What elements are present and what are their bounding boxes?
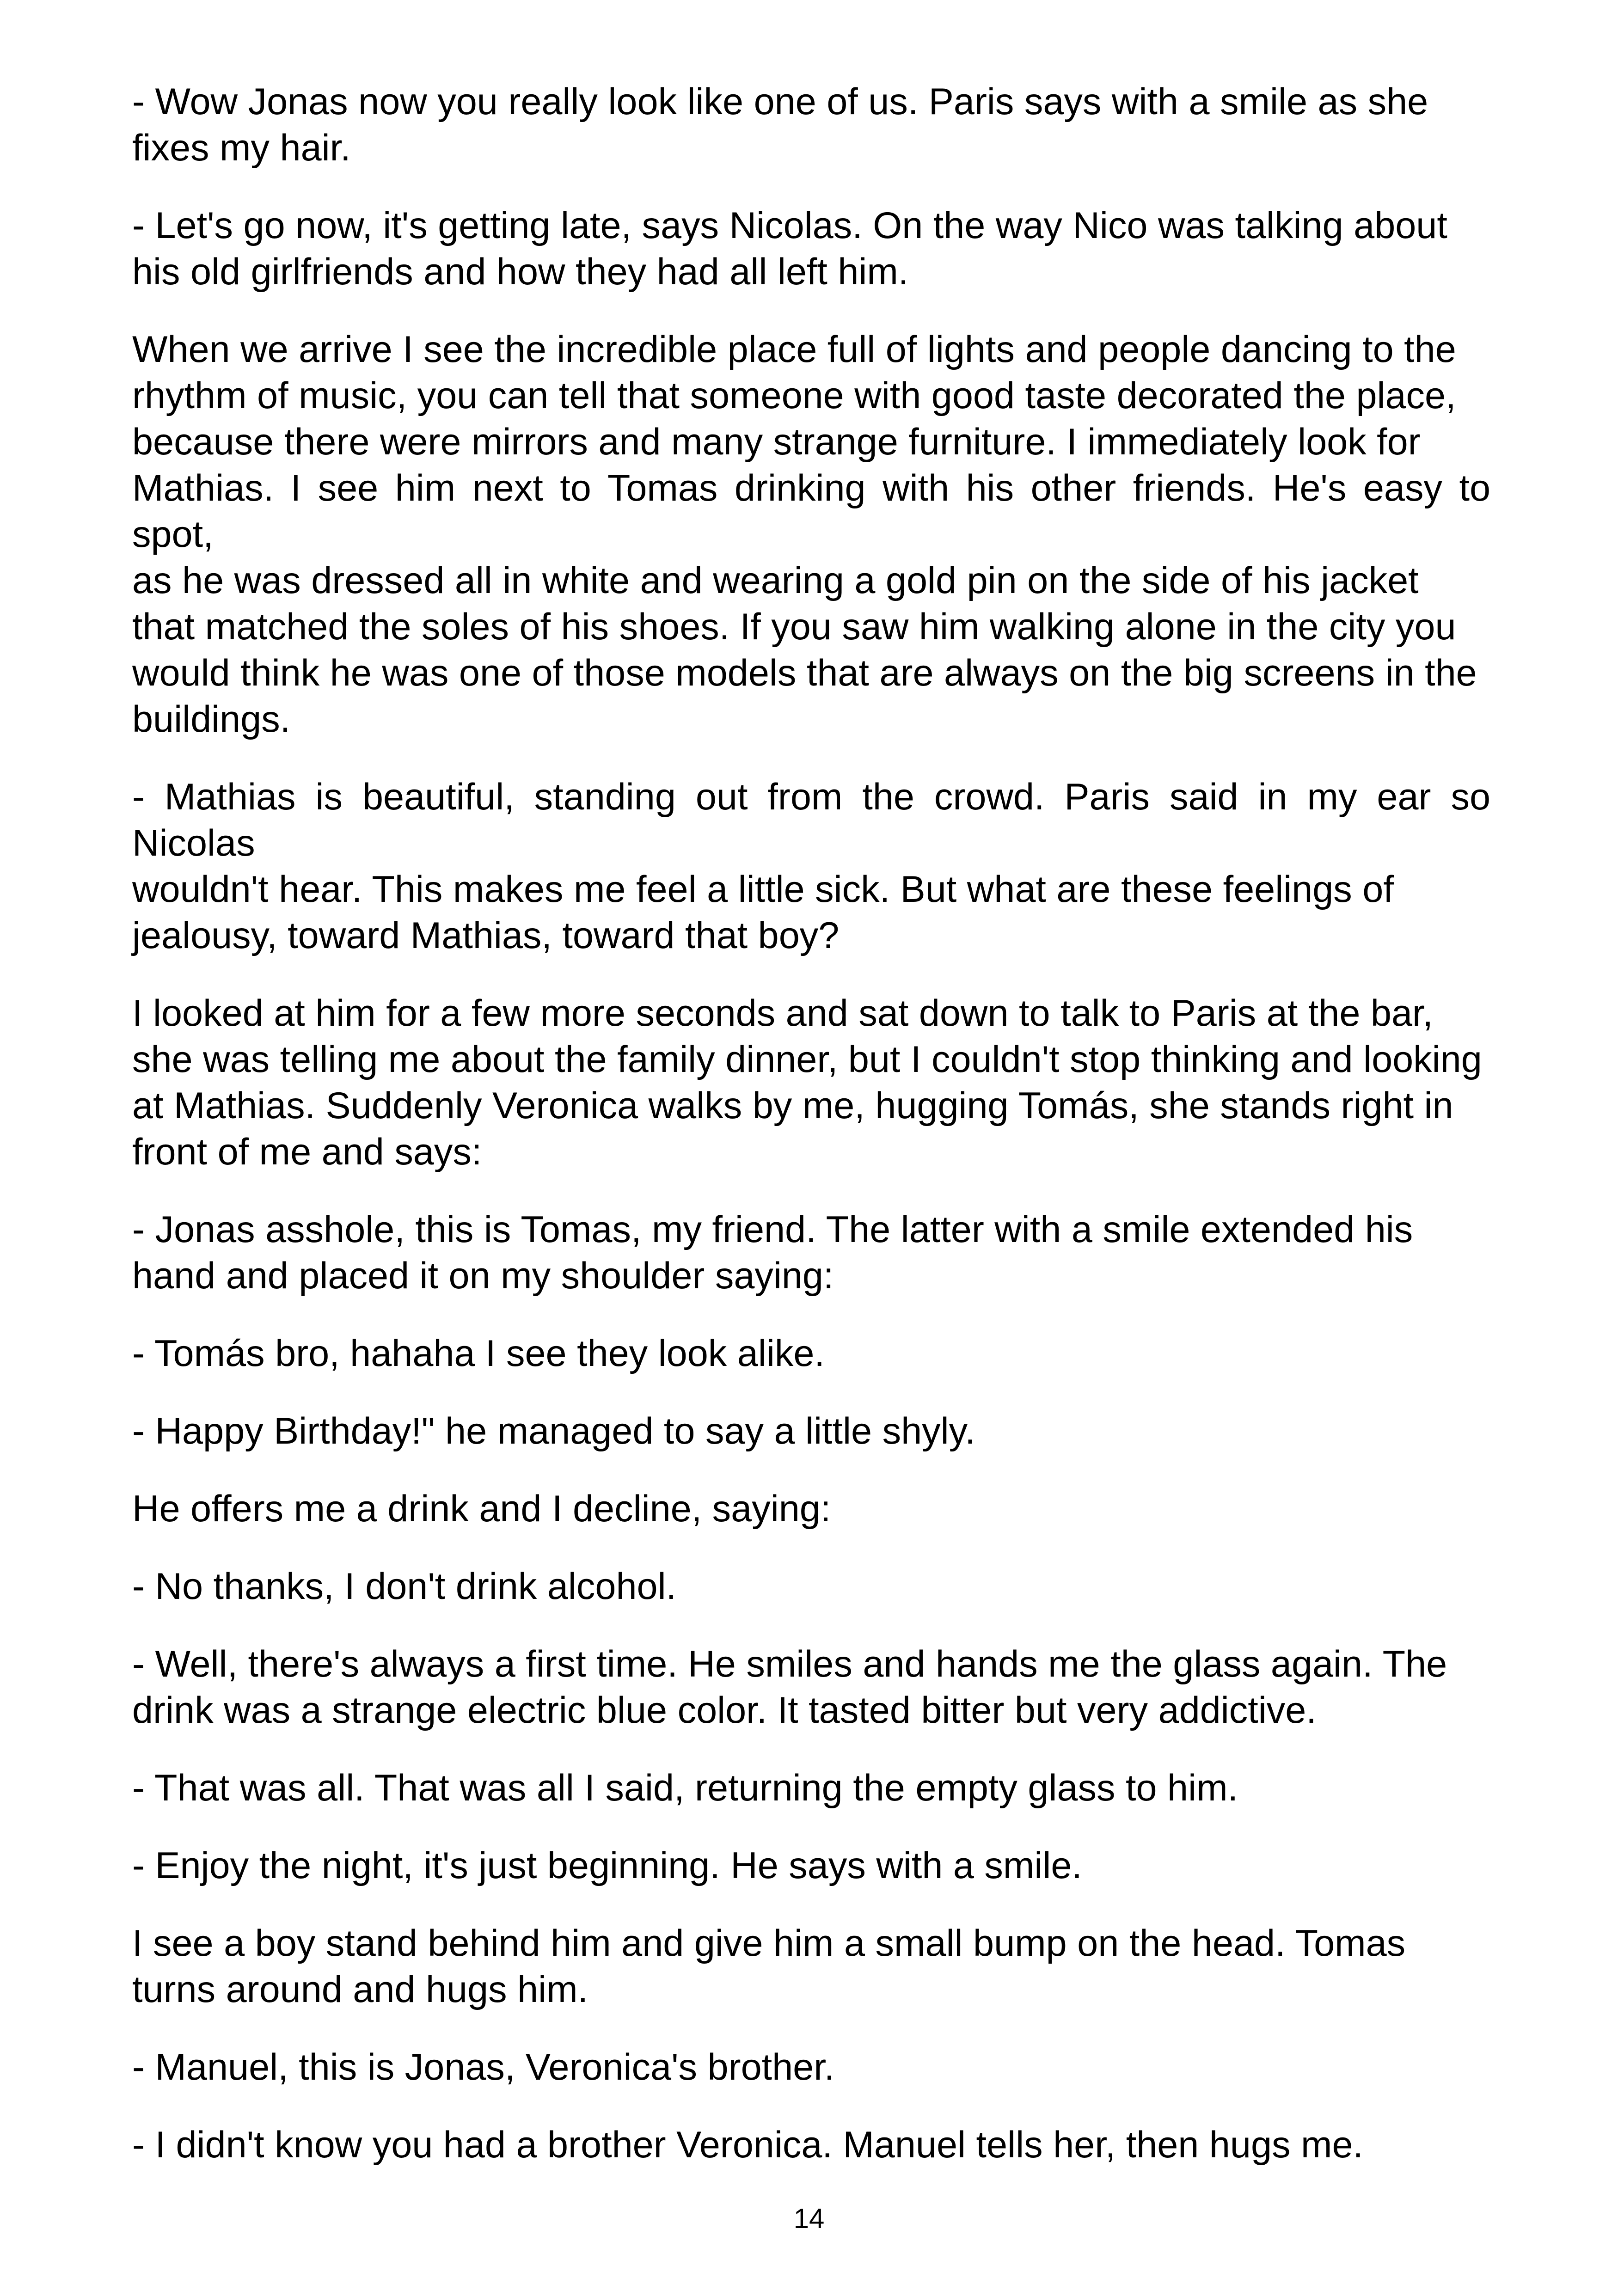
paragraph: - Enjoy the night, it's just beginning. He says with a smile. [132,1845,1082,1886]
paragraph: - Well, there's always a first time. He smiles and hands me the glass again. The drink was a strange electric blue color. It tasted bitter but very addictive. [132,1643,1447,1731]
paragraph: When we arrive I see the incredible place full of lights and people dancing to the rhythm of music, you can tell that someone with good taste decorated the place, because there were mirrors and many strange furniture. I immediately look for Mathias. I see him next to Tomas drinking with his other friends. He's easy to spot, as he was dressed all in white and wearing a gold pin on the side of his jacket that matched the soles of his shoes. If you saw him walking alone in the city you would think he was one of those models that are always on the big screens in the buildings. [132,329,1490,740]
paragraph: - Jonas asshole, this is Tomas, my friend. The latter with a smile extended his hand and placed it on my shoulder saying: [132,1209,1413,1297]
body-text [132,79,1490,2199]
page-number: 14 [793,2203,825,2234]
paragraph: He offers me a drink and I decline, saying: [132,1488,831,1530]
paragraph: - No thanks, I don't drink alcohol. [132,1566,677,1607]
paragraph: I see a boy stand behind him and give him a small bump on the head. Tomas turns around and hugs him. [132,1923,1406,2010]
paragraph: - I didn't know you had a brother Veronica. Manuel tells her, then hugs me. [132,2124,1364,2166]
paragraph: - Let's go now, it's getting late, says Nicolas. On the way Nico was talking about his old girlfriends and how they had all left him. [132,205,1447,293]
paragraph: - Happy Birthday!" he managed to say a little shyly. [132,1410,975,1452]
paragraph: I looked at him for a few more seconds and sat down to talk to Paris at the bar, she was telling me about the family dinner, but I couldn't stop thinking and looking at Mathias. Suddenly Veronica walks by me, hugging Tomás, she stands right in front of me and says: [132,992,1482,1173]
paragraph: - Tomás bro, hahaha I see they look alike. [132,1333,825,1374]
paragraph: - Manuel, this is Jonas, Veronica's brother. [132,2046,835,2088]
paragraph: - Mathias is beautiful, standing out from the crowd. Paris said in my ear so Nicolas wouldn't hear. This makes me feel a little sick. But what are these feelings of jealousy, toward Mathias, toward that boy? [132,776,1490,956]
paragraph: - That was all. That was all I said, returning the empty glass to him. [132,1767,1238,1809]
paragraph: - Wow Jonas now you really look like one of us. Paris says with a smile as she fixes my hair. [132,81,1428,169]
